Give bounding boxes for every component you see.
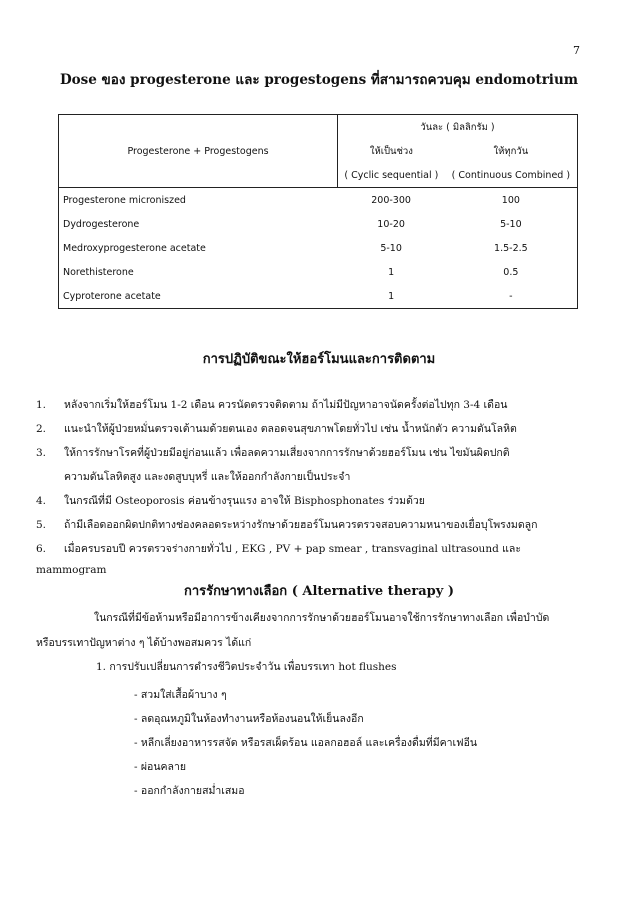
table-header-drug: Progesterone + Progestogens xyxy=(59,115,338,188)
continuous-cell: 0.5 xyxy=(445,260,578,284)
bullet-item: - ผ่อนคลาย xyxy=(134,761,187,773)
intro-paragraph-line: หรือบรรเทาปัญหาต่าง ๆ ได้บ้างพอสมควร ได้แก่ xyxy=(36,637,252,649)
item-text: แนะนำให้ผู้ป่วยหมั่นตรวจเต้านมด้วยตนเอง ตลอดจนสุขภาพโดยทั่วไป เช่น น้ำหนักตัว ความดันโลหิต xyxy=(64,423,517,435)
table-header-cyclic-en: ( Cyclic sequential ) xyxy=(338,163,445,188)
list-item xyxy=(36,422,584,436)
dose-table xyxy=(58,114,578,309)
continuous-cell: 100 xyxy=(445,188,578,213)
bullet-item: - ลดอุณหภูมิในห้องทำงานหรือห้องนอนให้เย็นลงอีก xyxy=(134,713,364,725)
table-row xyxy=(59,284,578,309)
drug-cell: Cyproterone acetate xyxy=(59,284,338,309)
table-header-continuous-en: ( Continuous Combined ) xyxy=(445,163,578,188)
list-item-continuation: mammogram xyxy=(36,564,107,576)
list-item xyxy=(36,518,584,532)
item-text: เมื่อครบรอบปี ควรตรวจร่างกายทั่วไป , EKG , PV + pap smear , transvaginal ultrasound และ xyxy=(64,543,521,555)
cyclic-cell: 10-20 xyxy=(377,218,405,230)
list-item xyxy=(36,494,584,508)
bullet-item: - ออกกำลังกายสม่ำเสมอ xyxy=(134,785,245,797)
list-item xyxy=(36,446,584,460)
item-number: 6. xyxy=(36,543,47,555)
continuous-cell: 5-10 xyxy=(445,212,578,236)
bullet-item: - สวมใส่เสื้อผ้าบาง ๆ xyxy=(134,689,227,701)
item-text: ให้การรักษาโรคที่ผู้ป่วยมีอยู่ก่อนแล้ว เพื่อลดความเสี่ยงจากการรักษาด้วยฮอร์โมน เช่น ไขมันผิดปกติ xyxy=(64,447,510,459)
cyclic-cell: 1 xyxy=(338,284,445,309)
table-row xyxy=(59,236,578,260)
table-header-cyclic-th: ให้เป็นช่วง xyxy=(369,145,413,157)
item-text: หลังจากเริ่มให้ฮอร์โมน 1-2 เดือน ควรนัดตรวจติดตาม ถ้าไม่มีปัญหาอาจนัดครั้งต่อไปทุก 3-4 เดือน xyxy=(64,399,508,411)
drug-cell: Progesterone microniszed xyxy=(59,188,338,213)
bullet-item: - หลีกเลี่ยงอาหารรสจัด หรือรสเผ็ดร้อน แอลกอฮอล์ และเครื่องดื่มที่มีคาเฟอีน xyxy=(134,737,478,749)
page-number: 7 xyxy=(573,44,580,57)
section-title-monitoring: การปฏิบัติขณะให้ฮอร์โมนและการติดตาม xyxy=(202,352,436,367)
table-header-unit: วันละ ( มิลลิกรัม ) xyxy=(338,115,578,140)
list-item xyxy=(36,542,584,556)
item-number: 2. xyxy=(36,423,47,435)
cyclic-cell: 5-10 xyxy=(380,242,402,254)
item-number: 3. xyxy=(36,447,47,459)
continuous-cell: 1.5-2.5 xyxy=(445,236,578,260)
cyclic-cell: 1 xyxy=(388,266,395,278)
subsection-heading: 1. การปรับเปลี่ยนการดำรงชีวิตประจำวัน เพื่อบรรเทา hot flushes xyxy=(96,661,397,673)
table-header-continuous-th: ให้ทุกวัน xyxy=(445,139,578,163)
intro-paragraph-line: ในกรณีที่มีข้อห้ามหรือมีอาการข้างเคียงจากการรักษาด้วยฮอร์โมนอาจใช้การรักษาทางเลือก เพื่อบำบัด xyxy=(94,612,550,624)
table-row xyxy=(59,260,578,284)
list-item xyxy=(36,398,584,412)
document-title: Dose ของ progesterone และ progestogens ที่สามารถควบคุม endomotrium xyxy=(59,72,579,88)
item-text: ถ้ามีเลือดออกผิดปกติทางช่องคลอดระหว่างรักษาด้วยฮอร์โมนควรตรวจสอบความหนาของเยื่อบุโพรงมดลูก xyxy=(64,519,538,531)
table-row xyxy=(59,188,578,213)
table-row xyxy=(59,212,578,236)
cyclic-cell: 200-300 xyxy=(371,194,411,206)
item-text: ในกรณีที่มี Osteoporosis ค่อนข้างรุนแรง อาจให้ Bisphosphonates ร่วมด้วย xyxy=(64,495,425,507)
item-number: 4. xyxy=(36,495,47,507)
drug-cell: Norethisterone xyxy=(59,260,338,284)
item-number: 5. xyxy=(36,519,47,531)
list-item-continuation: ความดันโลหิตสูง และงดสูบบุหรี่ และให้ออกกำลังกายเป็นประจำ xyxy=(64,471,351,483)
section-title-alternative: การรักษาทางเลือก ( Alternative therapy ) xyxy=(183,584,455,599)
item-number: 1. xyxy=(36,399,47,411)
drug-cell: Dydrogesterone xyxy=(59,212,338,236)
continuous-cell: - xyxy=(445,284,578,309)
drug-cell: Medroxyprogesterone acetate xyxy=(59,236,338,260)
